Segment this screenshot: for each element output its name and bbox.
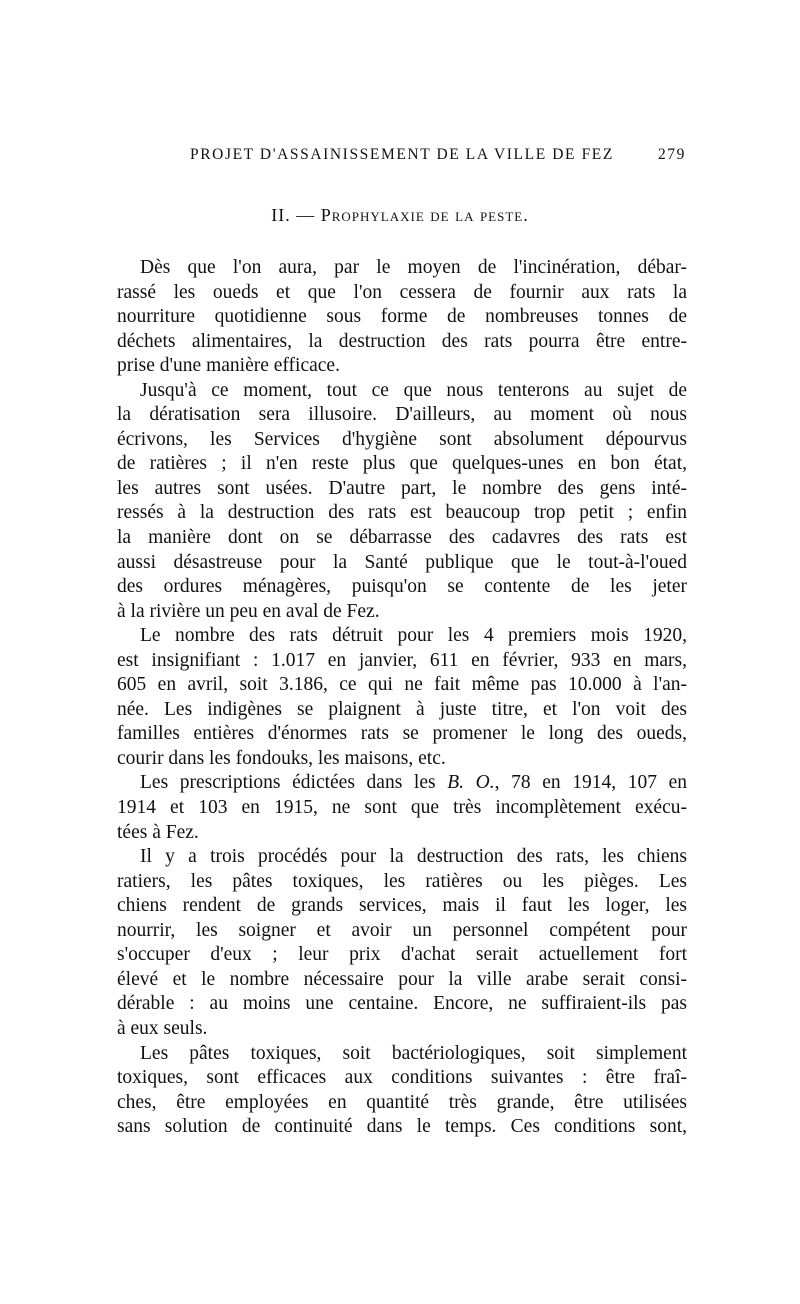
paragraph-2 xyxy=(117,379,687,624)
text-line: est insignifiant : 1.017 en janvier, 611 en février, 933 en mars, xyxy=(117,649,687,671)
text-line: née. Les indigènes se plaignent à juste titre, et l'on voit des xyxy=(117,698,687,720)
page-number: 279 xyxy=(657,146,686,163)
text-line: Il y a trois procédés pour la destruction des rats, les chiens xyxy=(140,846,687,868)
body-text xyxy=(117,256,687,1140)
text-line: élevé et le nombre nécessaire pour la ville arabe serait consi- xyxy=(117,968,687,990)
text-line: dérable : au moins une centaine. Encore, ne suffiraient-ils pas xyxy=(117,993,687,1015)
paragraph-6 xyxy=(117,1042,687,1140)
text-line xyxy=(117,771,687,796)
text-line: chiens rendent de grands services, mais il faut les loger, les xyxy=(117,895,687,917)
text-line: aussi désastreuse pour la Santé publique que le tout-à-l'oued xyxy=(117,551,687,573)
paragraph-4 xyxy=(117,771,687,845)
section-number: II. — xyxy=(271,205,321,225)
text-fragment: , 78 en 1914, 107 en xyxy=(494,772,687,794)
paragraph-3 xyxy=(117,624,687,771)
text-line: Jusqu'à ce moment, tout ce que nous tenterons au sujet de xyxy=(140,379,687,401)
paragraph-1 xyxy=(117,256,687,379)
text-line: Le nombre des rats détruit pour les 4 premiers mois 1920, xyxy=(140,625,687,647)
section-heading xyxy=(0,205,800,226)
text-line: nourrir, les soigner et avoir un personnel compétent pour xyxy=(117,919,687,941)
text-line: 605 en avril, soit 3.186, ce qui ne fait même pas 10.000 à l'an- xyxy=(117,674,687,696)
text-line: ressés à la destruction des rats est beaucoup trop petit ; enfin xyxy=(117,502,687,524)
text-fragment: Les prescriptions édictées dans les xyxy=(140,772,448,794)
paragraph-5 xyxy=(117,845,687,1041)
bulletin-reference: B. O. xyxy=(447,772,495,794)
text-line: courir dans les fondouks, les maisons, etc. xyxy=(117,747,446,769)
text-line: rassé les oueds et que l'on cessera de fournir aux rats la xyxy=(117,281,687,303)
text-line: la manière dont on se débarrasse des cadavres des rats est xyxy=(117,527,687,549)
text-line: 1914 et 103 en 1915, ne sont que très incomplètement exécu- xyxy=(117,797,687,819)
text-line: nourriture quotidienne sous forme de nombreuses tonnes de xyxy=(117,306,687,328)
text-line: ches, être employées en quantité très grande, être utilisées xyxy=(117,1091,687,1113)
text-line: toxiques, sont efficaces aux conditions suivantes : être fraî- xyxy=(117,1067,687,1089)
text-line: des ordures ménagères, puisqu'on se contente de les jeter xyxy=(117,576,687,598)
text-line: prise d'une manière efficace. xyxy=(117,355,340,377)
running-head xyxy=(118,146,686,170)
text-line: à la rivière un peu en aval de Fez. xyxy=(117,600,380,622)
text-line: de ratières ; il n'en reste plus que quelques-unes en bon état, xyxy=(117,453,687,475)
text-line: s'occuper d'eux ; leur prix d'achat serait actuellement fort xyxy=(117,944,687,966)
text-line: Dès que l'on aura, par le moyen de l'incinération, débar- xyxy=(140,257,687,278)
text-line: Les pâtes toxiques, soit bactériologiques, soit simplement xyxy=(140,1042,687,1064)
text-line: déchets alimentaires, la destruction des rats pourra être entre- xyxy=(117,330,687,352)
text-line: sans solution de continuité dans le temps. Ces conditions sont, xyxy=(117,1116,687,1138)
text-line: les autres sont usées. D'autre part, le nombre des gens inté- xyxy=(117,477,687,499)
text-line: familles entières d'énormes rats se promener le long des oueds, xyxy=(117,723,687,745)
section-title: Prophylaxie de la peste. xyxy=(320,205,529,225)
text-line: ratiers, les pâtes toxiques, les ratières ou les pièges. Les xyxy=(117,870,687,892)
text-line: tées à Fez. xyxy=(117,821,199,843)
text-line: écrivons, les Services d'hygiène sont absolument dépourvus xyxy=(117,428,687,450)
text-line: la dératisation sera illusoire. D'ailleurs, au moment où nous xyxy=(117,404,687,426)
running-title: PROJET D'ASSAINISSEMENT DE LA VILLE DE FEZ xyxy=(190,146,614,163)
text-line: à eux seuls. xyxy=(117,1017,208,1039)
